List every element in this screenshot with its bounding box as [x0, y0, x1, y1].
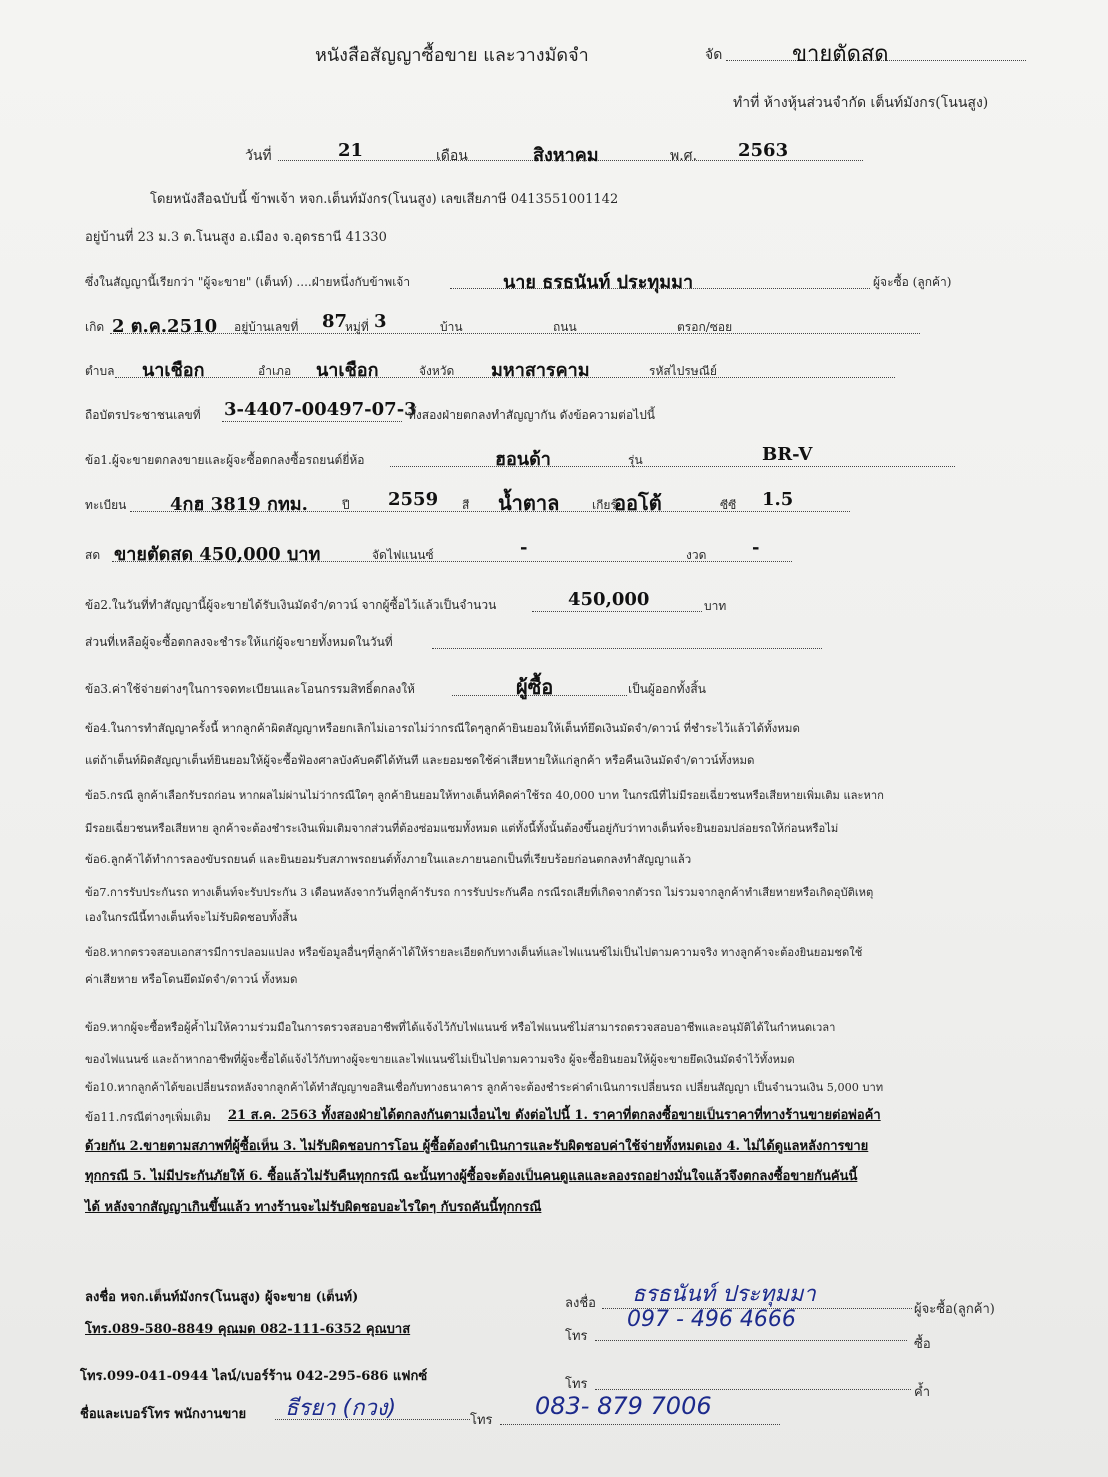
clause-2-label: ข้อ2.ในวันที่ทำสัญญานี้ผู้จะขายได้รับเงินมัดจำ/ดาวน์ จากผู้ซื้อไว้แล้วเป็นจำนวน [85, 598, 497, 612]
cash-value: ขายตัดสด 450,000 บาท [114, 544, 321, 565]
guarantor-phone-label: โทร [565, 1377, 588, 1392]
village-label: บ้าน [440, 320, 463, 334]
district-value: นาเชือก [316, 360, 379, 381]
installment-label: งวด [686, 548, 707, 562]
month-value: สิงหาคม [533, 145, 599, 166]
intro-line-1: โดยหนังสือฉบับนี้ ข้าพเจ้า หจก.เต็นท์มังกร(โนนสูง) เลขเสียภาษี 0413551001142 [150, 192, 619, 207]
buyer-reference: ผู้จะซื้อ (ลูกค้า) [873, 275, 952, 289]
plate-value: 4กฮ 3819 กทม. [170, 494, 308, 515]
buyer-sign-label: ลงชื่อ [565, 1296, 596, 1311]
clause-11-line-1: 21 ส.ค. 2563 ทั้งสองฝ่ายได้ตกลงกันตามเงื่อนไข ดังต่อไปนี้ 1. ราคาที่ตกลงซื้อขายเป็นราคาที่ทางร้านขายต่อพ่อค้า [228, 1108, 881, 1123]
intro-line-2: อยู่บ้านที่ 23 ม.3 ต.โนนสูง อ.เมือง จ.อุดรธานี 41330 [85, 230, 387, 245]
remain-dots [432, 648, 822, 649]
buyer-tail: ซื้อ [914, 1337, 931, 1352]
color-value: น้ำตาล [498, 491, 560, 515]
clause-8-line-2: ค่าเสียหาย หรือโดนยึดมัดจำ/ดาวน์ ทั้งหมด [85, 972, 298, 986]
plan-label: จัด [705, 47, 723, 63]
address-dots [110, 333, 920, 334]
finance-value: - [520, 537, 528, 558]
cash-label: สด [85, 548, 101, 562]
gear-value: ออโต้ [614, 491, 662, 515]
deposit-value: 450,000 [568, 589, 650, 610]
clause-4-line-2: แต่ถ้าเต็นท์ผิดสัญญาเต็นท์ยินยอมให้ผู้จะซื้อฟ้องศาลบังคับคดีได้ทันที และยอมชดใช้ค่าเสียหายให้แก่ลูกค้า หรือคืนเงินมัดจำ/ดาวน์ทั้งหมด [85, 753, 755, 767]
district-label: อำเภอ [258, 364, 292, 378]
staff-handwritten-name: ธีรยา (กวง) [285, 1396, 397, 1421]
clause-9-line-2: ของไฟแนนซ์ และถ้าหากอาชีพที่ผู้จะซื้อได้แจ้งไว้กับทางผู้จะขายและไฟแนนซ์ไม่เป็นไปตามความจริง ผู้จะซื้อยินยอมให้ผู้จะขายยึดเงินมัดจำไว้ทั้งหมด [85, 1053, 795, 1066]
clause-7-line-1: ข้อ7.การรับประกันรถ ทางเต็นท์จะรับประกัน 3 เดือนหลังจากวันที่ลูกค้ารับรถ การรับประกันคือ กรณีรถเสียที่เกิดจากตัวรถ ไม่รวมจากลูกค้าทำเสียหายหรือเกิดอุบัติเหตุ [85, 886, 874, 899]
cc-value: 1.5 [762, 489, 794, 510]
remain-label: ส่วนที่เหลือผู้จะซื้อตกลงจะชำระให้แก่ผู้จะขายทั้งหมดในวันที่ [85, 635, 393, 649]
moo-value: 3 [374, 311, 387, 332]
house-label: อยู่บ้านเลขที่ [234, 320, 299, 334]
postcode-label: รหัสไปรษณีย์ [649, 364, 717, 378]
finance-label: จัดไฟแนนซ์ [372, 548, 434, 562]
model-label: รุ่น [628, 453, 643, 467]
id-label: ถือบัตรประชาชนเลขที่ [85, 408, 201, 422]
car-year-value: 2559 [388, 489, 439, 510]
gear-label: เกียร์ [592, 498, 617, 512]
buyer-role: ผู้จะซื้อ(ลูกค้า) [914, 1302, 995, 1317]
clause-5-line-2: มีรอยเฉี่ยวชนหรือเสียหาย ลูกค้าจะต้องชำระเงินเพิ่มเติมจากส่วนที่ต้องซ่อมแซมทั้งหมด แต่ทั้งนี้ทั้งนั้นต้องขึ้นอยู่กับว่าทางเต็นท์จะยินยอมปล่อยรถให้ก่อนหรือไม่ [85, 822, 839, 835]
buyer-handwritten-phone: 097 - 496 4666 [627, 1307, 796, 1332]
clause-8-line-1: ข้อ8.หากตรวจสอบเอกสารมีการปลอมแปลง หรือข้อมูลอื่นๆที่ลูกค้าได้ให้รายละเอียดกับทางเต็นท์และไฟแนนซ์ไม่เป็นไปตามความจริง ทางลูกค้าจะต้องยินยอมชดใช้ [85, 946, 863, 959]
alley-label: ตรอก/ซอย [677, 320, 733, 334]
subdistrict-value: นาเชือก [142, 360, 205, 381]
house-value: 87 [322, 311, 348, 332]
clause-11-line-3: ทุกกรณี 5. ไม่มีประกันภัยให้ 6. ซื้อแล้วไม่รับคืนทุกกรณี ฉะนั้นทางผู้ซื้อจะต้องเป็นคนดูแลและลองรถอย่างมั่นใจแล้วจึงตกลงซื้อขายกันคันนี้ [85, 1169, 858, 1184]
clause-9-line-1: ข้อ9.หากผู้จะซื้อหรือผู้ค้ำไม่ให้ความร่วมมือในการตรวจสอบอาชีพที่ได้แจ้งไว้กับไฟแนนซ์ หรือไฟแนนซ์ไม่สามารถตรวจสอบอาชีพและอนุมัติได้ในกำหนดเวลา [85, 1021, 836, 1034]
baht-label: บาท [704, 599, 727, 613]
model-value: BR-V [762, 444, 813, 465]
day-label: วันที่ [245, 148, 272, 164]
day-value: 21 [338, 140, 364, 161]
clause-11-label: ข้อ11.กรณีต่างๆเพิ่มเติม [85, 1110, 211, 1124]
road-label: ถนน [553, 320, 577, 334]
clause-11-line-2: ด้วยกัน 2.ขายตามสภาพที่ผู้ซื้อเห็น 3. ไม่รับผิดชอบการโอน ผู้ซื้อต้องดำเนินการและรับผิดชอบค่าใช้จ่ายทั้งหมดเอง 4. ไม่ได้ดูแลหลังการขาย [85, 1139, 869, 1154]
staff-handwritten-phone: 083- 879 7006 [535, 1392, 712, 1420]
clause-4-line-1: ข้อ4.ในการทำสัญญาครั้งนี้ หากลูกค้าผิดสัญญาหรือยกเลิกไม่เอารถไม่ว่ากรณีใดๆลูกค้ายินยอมให้เต็นท์ยึดเงินมัดจำ/ดาวน์ ที่ชำระไว้แล้วได้ทั้งหมด [85, 721, 800, 735]
seller-signature: ลงชื่อ หจก.เต็นท์มังกร(โนนสูง) ผู้จะขาย (เต็นท์) [85, 1290, 359, 1305]
id-dots [222, 421, 402, 422]
clause-5-line-1: ข้อ5.กรณี ลูกค้าเลือกรับรถก่อน หากผลไม่ผ่านไม่ว่ากรณีใดๆ ลูกค้ายินยอมให้ทางเต็นท์คิดค่าใช้รถ 40,000 บาท ในกรณีที่ไม่มีรอยเฉี่ยวชนหรือเสียหายเพิ่มเติม และหาก [85, 789, 884, 802]
province-value: มหาสารคาม [491, 360, 590, 381]
clause-6: ข้อ6.ลูกค้าได้ทำการลองขับรถยนต์ และยินยอมรับสภาพรถยนต์ทั้งภายในและภายนอกเป็นที่เรียบร้อยก่อนตกลงทำสัญญาแล้ว [85, 852, 692, 866]
id-tail: ทั้งสองฝ่ายตกลงทำสัญญากัน ดังข้อความต่อไปนี้ [408, 408, 656, 422]
seller-phone: โทร.089-580-8849 คุณมด 082-111-6352 คุณบาส [85, 1322, 411, 1337]
color-label: สี [462, 498, 470, 512]
province-label: จังหวัด [419, 364, 455, 378]
clause-3-tail: เป็นผู้ออกทั้งสิ้น [628, 682, 706, 696]
staff-label: ชื่อและเบอร์โทร พนักงานขาย [80, 1407, 247, 1422]
id-value: 3-4407-00497-07-3 [224, 399, 417, 420]
car-year-label: ปี [342, 498, 350, 512]
plate-label: ทะเบียน [85, 498, 127, 512]
made-at: ทำที่ ห้างหุ้นส่วนจำกัด เต็นท์มังกร(โนนสูง) [733, 95, 989, 111]
moo-label: หมู่ที่ [345, 320, 369, 334]
guarantor-tail: ค้ำ [914, 1385, 930, 1400]
deposit-dots [532, 611, 702, 612]
document-title: หนังสือสัญญาซื้อขาย และวางมัดจำ [315, 45, 589, 66]
born-label: เกิด [85, 320, 105, 334]
born-value: 2 ต.ค.2510 [112, 316, 218, 337]
clause-1-label: ข้อ1.ผู้จะขายตกลงขายและผู้จะซื้อตกลงซื้อรถยนต์ยี่ห้อ [85, 453, 365, 467]
year-label: พ.ศ. [670, 148, 698, 164]
subdistrict-label: ตำบล [85, 364, 115, 378]
seller-reference: ซึ่งในสัญญานี้เรียกว่า "ผู้จะขาย" (เต็นท์) ....ฝ่ายหนึ่งกับข้าพเจ้า [85, 275, 411, 289]
buyer-phone-label: โทร [565, 1329, 588, 1344]
clause-10: ข้อ10.หากลูกค้าได้ขอเปลี่ยนรถหลังจากลูกค้าได้ทำสัญญาขอสินเชื่อกับทางธนาคาร ลูกค้าจะต้องชำระค่าดำเนินการเปลี่ยนรถ เปลี่ยนสัญญา เป็นจำนวนเงิน 5,000 บาท [85, 1081, 884, 1094]
clause-3-label: ข้อ3.ค่าใช้จ่ายต่างๆในการจดทะเบียนและโอนกรรมสิทธิ์ตกลงให้ [85, 682, 415, 696]
guarantor-phone-dots [595, 1389, 911, 1390]
staff-phone-label: โทร [470, 1413, 493, 1428]
clause-7-line-2: เองในกรณีนี้ทางเต็นท์จะไม่รับผิดชอบทั้งสิ้น [85, 910, 298, 924]
clause-3-value: ผู้ซื้อ [516, 675, 554, 699]
buyer-name: นาย ธรธนันท์ ประทุมมา [503, 272, 694, 293]
shop-phone: โทร.099-041-0944 ไลน์/เบอร์ร้าน 042-295-686 แฟกซ์ [80, 1369, 428, 1384]
vehicle-dots [390, 466, 955, 467]
staff-phone-dots [500, 1424, 780, 1425]
brand-value: ฮอนด้า [495, 449, 551, 470]
buyer-handwritten-signature: ธรธนันท์ ประทุมมา [632, 1282, 816, 1307]
buyer-phone-dots [595, 1340, 907, 1341]
installment-value: - [752, 537, 760, 558]
plan-value: ขายตัดสด [792, 42, 889, 67]
month-label: เดือน [436, 148, 468, 164]
cc-label: ซีซี [720, 498, 737, 512]
clause-11-line-4: ได้ หลังจากสัญญาเกินขึ้นแล้ว ทางร้านจะไม่รับผิดชอบอะไรใดๆ กับรถคันนี้ทุกกรณี [85, 1200, 542, 1215]
year-value: 2563 [738, 140, 789, 161]
